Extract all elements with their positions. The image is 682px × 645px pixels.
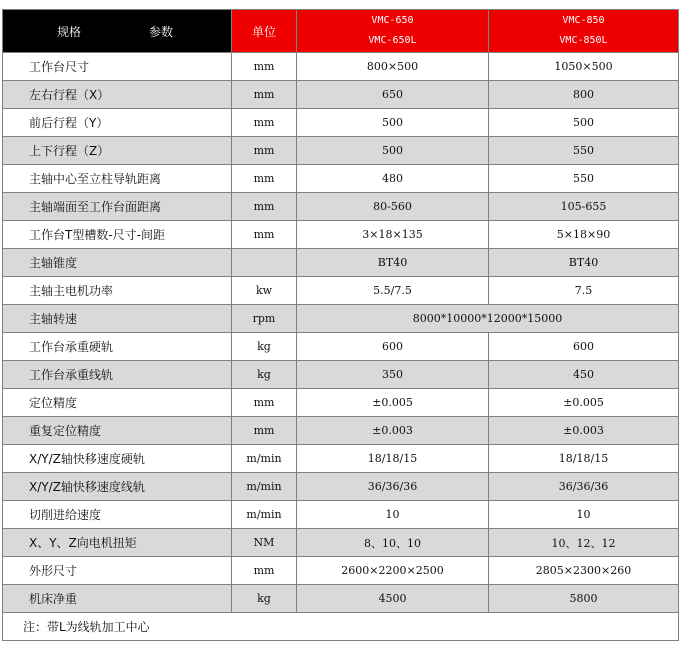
param-name: 定位精度 bbox=[3, 389, 232, 417]
table-row bbox=[3, 109, 679, 137]
value-850-cell: 500 bbox=[489, 109, 679, 137]
spec-table bbox=[2, 9, 679, 641]
unit-cell: mm bbox=[232, 53, 297, 81]
header-unit-cell: 单位 bbox=[232, 10, 297, 53]
unit-cell: mm bbox=[232, 557, 297, 585]
param-name: 主轴中心至立柱导轨距离 bbox=[3, 165, 232, 193]
value-650-cell: 36/36/36 bbox=[297, 473, 489, 501]
table-row bbox=[3, 305, 679, 333]
value-850-cell: 2805×2300×260 bbox=[489, 557, 679, 585]
unit-cell: mm bbox=[232, 81, 297, 109]
value-850-cell: ±0.005 bbox=[489, 389, 679, 417]
table-row bbox=[3, 417, 679, 445]
param-name: X/Y/Z轴快移速度硬轨 bbox=[3, 445, 232, 473]
note-text: 注：带L为线轨加工中心 bbox=[3, 613, 679, 641]
param-name: X、Y、Z向电机扭矩 bbox=[3, 529, 232, 557]
param-name: 主轴转速 bbox=[3, 305, 232, 333]
value-650-cell: 600 bbox=[297, 333, 489, 361]
unit-cell bbox=[232, 249, 297, 277]
header-spec-label: 规格 bbox=[57, 24, 82, 39]
value-850-cell: 7.5 bbox=[489, 277, 679, 305]
value-650-cell: 500 bbox=[297, 109, 489, 137]
value-850-cell: 36/36/36 bbox=[489, 473, 679, 501]
param-name: 切削进给速度 bbox=[3, 501, 232, 529]
value-650-cell: 4500 bbox=[297, 585, 489, 613]
value-850-cell: 1050×500 bbox=[489, 53, 679, 81]
value-650-cell: 3×18×135 bbox=[297, 221, 489, 249]
table-row bbox=[3, 221, 679, 249]
value-850-cell: 550 bbox=[489, 165, 679, 193]
value-850-cell: 450 bbox=[489, 361, 679, 389]
param-name: 主轴端面至工作台面距离 bbox=[3, 193, 232, 221]
header-model-650 bbox=[297, 10, 489, 53]
value-850-cell: 10 bbox=[489, 501, 679, 529]
value-650-cell: 5.5/7.5 bbox=[297, 277, 489, 305]
model-850l-name: VMC-850L bbox=[559, 35, 608, 46]
table-row bbox=[3, 81, 679, 109]
unit-cell: rpm bbox=[232, 305, 297, 333]
model-650l-name: VMC-650L bbox=[368, 35, 417, 46]
param-name: 重复定位精度 bbox=[3, 417, 232, 445]
table-row bbox=[3, 53, 679, 81]
table-row bbox=[3, 333, 679, 361]
table-row bbox=[3, 473, 679, 501]
unit-cell: mm bbox=[232, 221, 297, 249]
table-row bbox=[3, 249, 679, 277]
value-850-cell: 5800 bbox=[489, 585, 679, 613]
value-650-cell: 650 bbox=[297, 81, 489, 109]
table-row bbox=[3, 389, 679, 417]
table-row bbox=[3, 361, 679, 389]
table-row bbox=[3, 557, 679, 585]
param-name: 上下行程（Z） bbox=[3, 137, 232, 165]
value-650-cell: 350 bbox=[297, 361, 489, 389]
param-name: 工作台尺寸 bbox=[3, 53, 232, 81]
unit-cell: mm bbox=[232, 137, 297, 165]
table-row bbox=[3, 445, 679, 473]
value-650-cell: 800×500 bbox=[297, 53, 489, 81]
param-name: 外形尺寸 bbox=[3, 557, 232, 585]
value-650-cell: BT40 bbox=[297, 249, 489, 277]
value-650-cell: 500 bbox=[297, 137, 489, 165]
value-650-cell: ±0.003 bbox=[297, 417, 489, 445]
param-name: 主轴锥度 bbox=[3, 249, 232, 277]
model-650-name: VMC-650 bbox=[371, 15, 414, 26]
value-850-cell: 10、12、12 bbox=[489, 529, 679, 557]
value-850-cell: 5×18×90 bbox=[489, 221, 679, 249]
value-650-cell: 8、10、10 bbox=[297, 529, 489, 557]
table-row bbox=[3, 585, 679, 613]
unit-cell: NM bbox=[232, 529, 297, 557]
note-row bbox=[3, 613, 679, 641]
unit-cell: kg bbox=[232, 333, 297, 361]
unit-cell: m/min bbox=[232, 473, 297, 501]
value-650-cell: 10 bbox=[297, 501, 489, 529]
value-650-cell: ±0.005 bbox=[297, 389, 489, 417]
value-650-cell: 480 bbox=[297, 165, 489, 193]
unit-cell: mm bbox=[232, 165, 297, 193]
header-spec-cell bbox=[3, 10, 232, 53]
unit-cell: mm bbox=[232, 109, 297, 137]
value-850-cell: 105-655 bbox=[489, 193, 679, 221]
param-name: 机床净重 bbox=[3, 585, 232, 613]
unit-cell: m/min bbox=[232, 501, 297, 529]
table-row bbox=[3, 501, 679, 529]
param-name: 工作台承重硬轨 bbox=[3, 333, 232, 361]
model-850-name: VMC-850 bbox=[562, 15, 605, 26]
table-row bbox=[3, 193, 679, 221]
merged-value-cell: 8000*10000*12000*15000 bbox=[297, 305, 679, 333]
header-row bbox=[3, 10, 679, 53]
param-name: 主轴主电机功率 bbox=[3, 277, 232, 305]
param-name: 工作台承重线轨 bbox=[3, 361, 232, 389]
value-850-cell: 800 bbox=[489, 81, 679, 109]
value-650-cell: 18/18/15 bbox=[297, 445, 489, 473]
param-name: 左右行程（X） bbox=[3, 81, 232, 109]
table-row bbox=[3, 165, 679, 193]
value-850-cell: 600 bbox=[489, 333, 679, 361]
value-650-cell: 2600×2200×2500 bbox=[297, 557, 489, 585]
value-650-cell: 80-560 bbox=[297, 193, 489, 221]
unit-cell: kg bbox=[232, 585, 297, 613]
unit-cell: mm bbox=[232, 389, 297, 417]
param-name: X/Y/Z轴快移速度线轨 bbox=[3, 473, 232, 501]
table-row bbox=[3, 277, 679, 305]
value-850-cell: 550 bbox=[489, 137, 679, 165]
param-name: 工作台T型槽数-尺寸-间距 bbox=[3, 221, 232, 249]
param-name: 前后行程（Y） bbox=[3, 109, 232, 137]
header-param-label: 参数 bbox=[149, 24, 174, 39]
value-850-cell: ±0.003 bbox=[489, 417, 679, 445]
unit-cell: mm bbox=[232, 417, 297, 445]
table-row bbox=[3, 137, 679, 165]
unit-cell: kg bbox=[232, 361, 297, 389]
unit-cell: mm bbox=[232, 193, 297, 221]
header-model-850 bbox=[489, 10, 679, 53]
unit-cell: m/min bbox=[232, 445, 297, 473]
value-850-cell: 18/18/15 bbox=[489, 445, 679, 473]
table-row bbox=[3, 529, 679, 557]
unit-cell: kw bbox=[232, 277, 297, 305]
value-850-cell: BT40 bbox=[489, 249, 679, 277]
